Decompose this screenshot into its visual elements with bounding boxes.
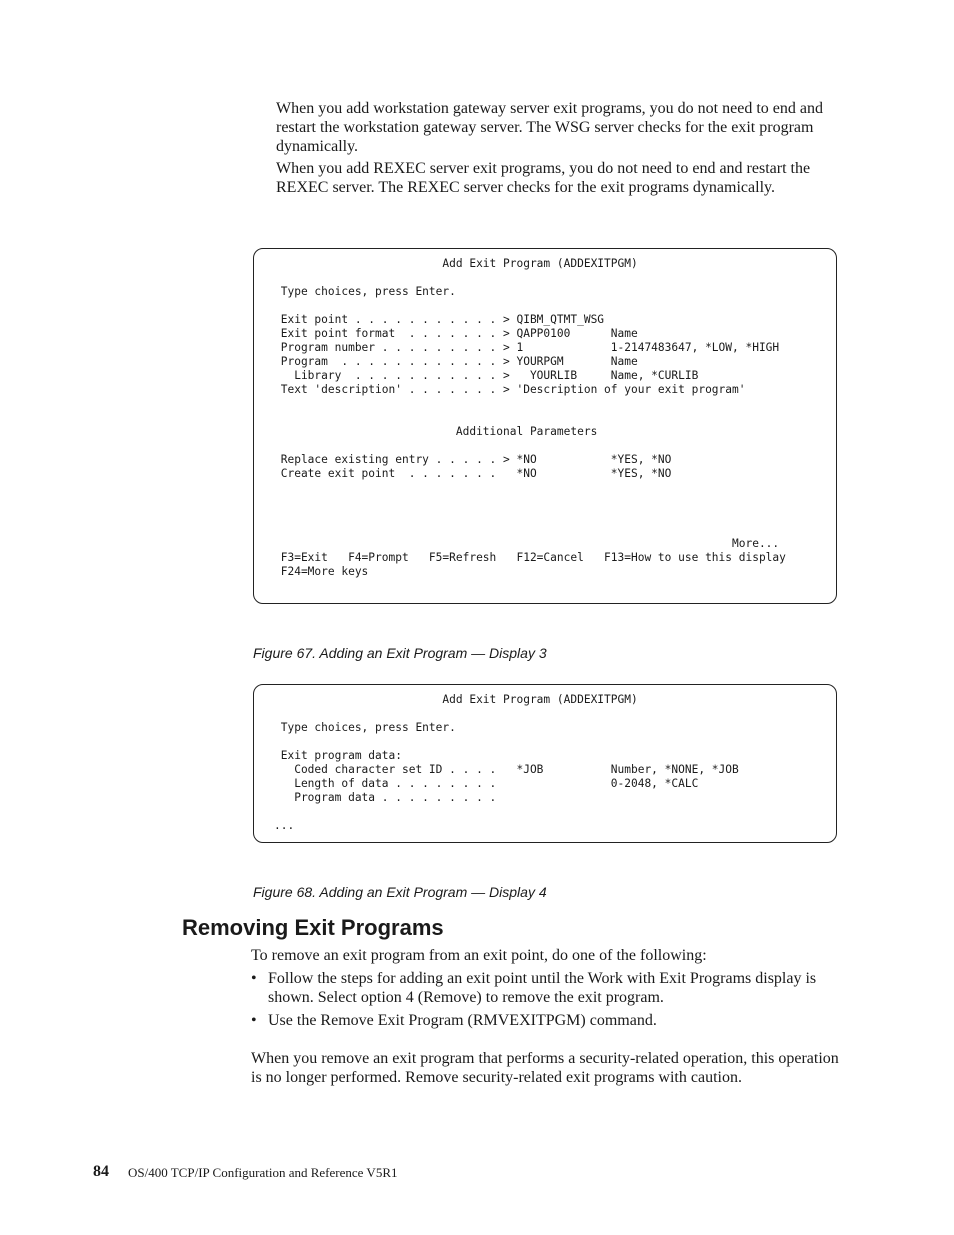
screen-line: Library . . . . . . . . . . . > YOURLIB Name, *CURLIB bbox=[274, 369, 699, 382]
intro-paragraph-rexec: When you add REXEC server exit programs, you do not need to end and restart the REXEC server. The REXEC server checks for the exit programs dynamically. bbox=[276, 160, 811, 196]
figure-67-display bbox=[253, 248, 837, 604]
screen-line: Exit point . . . . . . . . . . . > QIBM_QTMT_WSG bbox=[274, 313, 605, 326]
screen-line: Type choices, press Enter. bbox=[274, 721, 456, 734]
screen-line: Program data . . . . . . . . . bbox=[274, 791, 497, 804]
section-intro: To remove an exit program from an exit point, do one of the following: bbox=[251, 947, 707, 964]
figure-68-display bbox=[253, 684, 837, 843]
closing-paragraph: When you remove an exit program that performs a security-related operation, this operation is no longer performed. Remove security-related exit programs with caution. bbox=[251, 1050, 839, 1086]
screen-line: Coded character set ID . . . . *JOB Number, *NONE, *JOB bbox=[274, 763, 739, 776]
screen-line: Program . . . . . . . . . . . . > YOURPGM Name bbox=[274, 355, 638, 368]
screen-line: Add Exit Program (ADDEXITPGM) bbox=[274, 257, 638, 270]
screen-line: Text 'description' . . . . . . . > 'Description of your exit program' bbox=[274, 383, 746, 396]
intro-paragraph-wsg: When you add workstation gateway server exit programs, you do not need to end and restart the workstation gateway server. The WSG server checks for the exit program dynamically. bbox=[276, 100, 823, 155]
screen-line: Additional Parameters bbox=[274, 425, 598, 438]
figure-67-caption: Figure 67. Adding an Exit Program — Display 3 bbox=[253, 645, 547, 661]
section-heading: Removing Exit Programs bbox=[182, 915, 444, 940]
page-number: 84 bbox=[93, 1163, 109, 1180]
figure-68-caption: Figure 68. Adding an Exit Program — Display 4 bbox=[253, 884, 547, 900]
book-title: OS/400 TCP/IP Configuration and Reference V5R1 bbox=[128, 1165, 398, 1180]
screen-line: ... bbox=[274, 819, 295, 832]
screen-line: More... bbox=[274, 537, 780, 550]
screen-line: Add Exit Program (ADDEXITPGM) bbox=[274, 693, 638, 706]
bullet-icon: • bbox=[251, 970, 257, 987]
screen-line: Create exit point . . . . . . . *NO *YES, *NO bbox=[274, 467, 672, 480]
screen-line: Length of data . . . . . . . . 0-2048, *CALC bbox=[274, 777, 699, 790]
screen-line: Exit point format . . . . . . . > QAPP0100 Name bbox=[274, 327, 638, 340]
list-item-text: Use the Remove Exit Program (RMVEXITPGM) command. bbox=[268, 1012, 657, 1029]
screen-line: Exit program data: bbox=[274, 749, 402, 762]
list-item-text: Follow the steps for adding an exit point until the Work with Exit Programs display is shown. Select option 4 (Remove) to remove the exit program. bbox=[268, 970, 817, 1006]
screen-line: F3=Exit F4=Prompt F5=Refresh F12=Cancel F13=How to use this display bbox=[274, 551, 786, 564]
screen-line: Type choices, press Enter. bbox=[274, 285, 456, 298]
screen-line: Program number . . . . . . . . . > 1 1-2147483647, *LOW, *HIGH bbox=[274, 341, 780, 354]
screen-line: F24=More keys bbox=[274, 565, 369, 578]
screen-line: Replace existing entry . . . . . > *NO *YES, *NO bbox=[274, 453, 672, 466]
bullet-icon: • bbox=[251, 1012, 257, 1029]
